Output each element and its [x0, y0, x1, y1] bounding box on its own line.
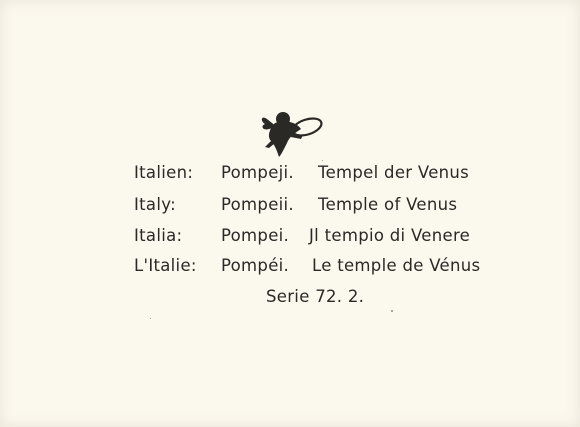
monument-title: Temple of Venus: [318, 195, 458, 214]
cherub-logo-icon: [257, 107, 329, 159]
monument-title: Le temple de Vénus: [312, 256, 481, 275]
paper-speck: [150, 318, 151, 319]
monument-title: Tempel der Venus: [318, 163, 470, 182]
city-label: Pompéi.: [221, 256, 290, 275]
country-label: Italien:: [134, 163, 194, 182]
city-label: Pompeji.: [221, 163, 294, 182]
country-label: L'Italie:: [134, 256, 197, 275]
series-number: Serie 72. 2.: [266, 287, 365, 306]
monument-title: Jl tempio di Venere: [309, 226, 471, 245]
city-label: Pompei.: [221, 226, 290, 245]
paper-speck: [322, 160, 323, 161]
country-label: Italia:: [134, 226, 183, 245]
country-label: Italy:: [134, 195, 176, 214]
caption-row-german: [0, 163, 580, 189]
caption-row-italian: [0, 226, 580, 252]
city-label: Pompeii.: [221, 195, 294, 214]
caption-row-french: [0, 256, 580, 282]
caption-row-english: [0, 195, 580, 221]
paper-speck: [391, 310, 393, 312]
